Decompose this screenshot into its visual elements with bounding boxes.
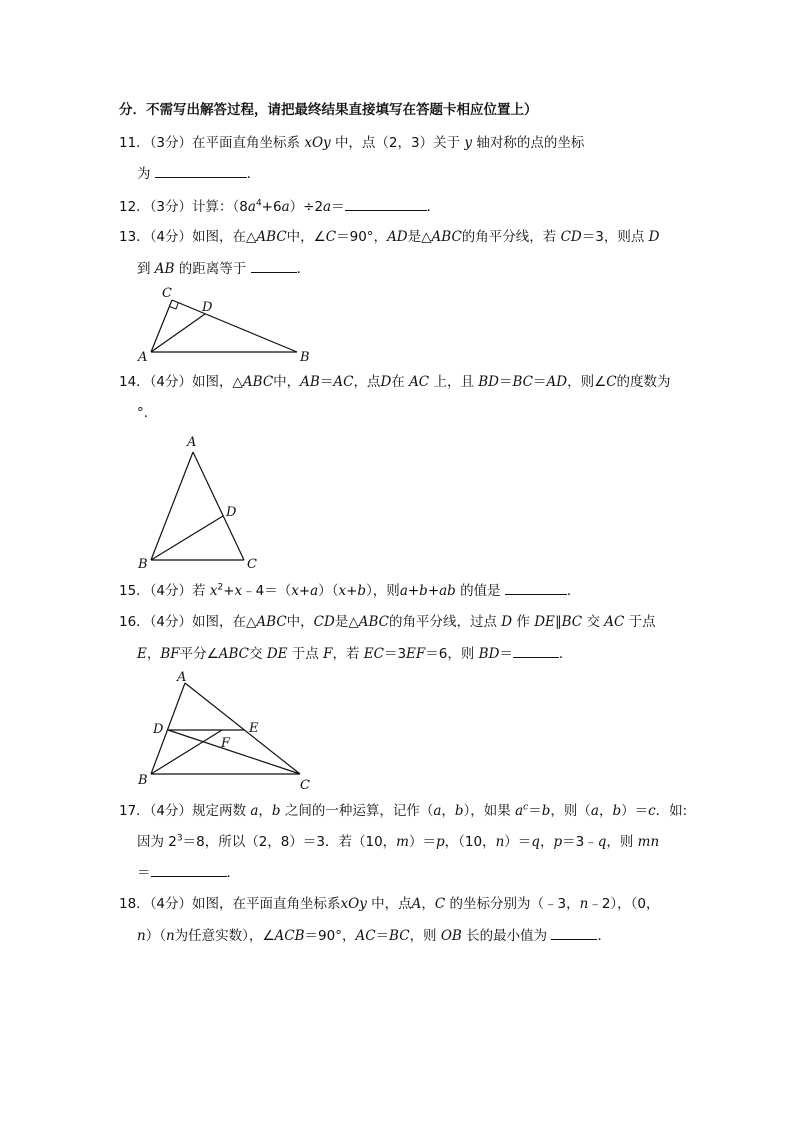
question-text: ．	[226, 865, 240, 881]
math-var: a	[515, 803, 524, 819]
segment-AC	[185, 683, 300, 774]
question-text: 计算：（8	[192, 199, 248, 215]
question-score: （4分）	[149, 614, 193, 630]
segment-DC	[168, 730, 300, 774]
math-var: ABC	[256, 229, 287, 245]
question-text: ，	[441, 803, 455, 819]
label-D: D	[226, 505, 237, 520]
question-text: ＝3，则点	[581, 229, 645, 245]
question-text: ，	[146, 646, 161, 662]
question-text: 如图，在△	[192, 229, 257, 245]
question-text: ，则（	[550, 803, 591, 819]
exponent: 3	[176, 833, 183, 844]
math-var: D	[501, 614, 513, 630]
math-var: x	[291, 583, 299, 599]
question-text: 于点	[291, 646, 319, 662]
math-var: D	[380, 374, 392, 390]
question-text: 如图，△	[192, 374, 243, 390]
math-var: b	[541, 803, 551, 819]
math-var: AC	[604, 614, 625, 630]
question-text: ＝90°，	[336, 229, 388, 245]
math-var: a	[250, 803, 259, 819]
question-text: 如图，在平面直角坐标系	[192, 896, 341, 912]
math-var: C	[606, 374, 617, 390]
math-var: b	[454, 803, 464, 819]
question-text: 是△	[334, 614, 359, 630]
label-A: A	[187, 435, 197, 450]
math-var: ABC	[431, 229, 462, 245]
question-text: ，则	[409, 928, 437, 944]
math-var: a	[247, 199, 256, 215]
answer-blank[interactable]	[551, 927, 597, 940]
math-var: F	[323, 646, 333, 662]
question-score: （4分）	[149, 896, 193, 912]
question-18-line2	[137, 927, 611, 945]
question-text: 中，点（2，3）关于	[334, 135, 461, 151]
question-text: ．	[558, 646, 573, 662]
question-text: 中，	[286, 614, 314, 630]
question-text: 如图，在△	[192, 614, 257, 630]
question-number: 15．	[119, 583, 150, 599]
question-text: ＝	[137, 865, 151, 881]
math-var: a	[433, 803, 442, 819]
math-var: ABC	[358, 614, 389, 630]
question-text: ，则	[606, 834, 634, 850]
question-text: 规定两数	[192, 803, 247, 819]
math-var: xOy	[340, 896, 367, 912]
label-B: B	[138, 557, 148, 572]
question-text: 作	[516, 614, 530, 630]
question-text: ．	[246, 166, 261, 182]
label-B: B	[300, 350, 310, 365]
question-text: 中，	[273, 374, 301, 390]
math-var: BD	[478, 646, 500, 662]
question-text: ）＝	[621, 803, 649, 819]
question-text: ），如果	[463, 803, 511, 819]
question-text: ＝	[499, 646, 513, 662]
question-text: ．	[296, 261, 311, 277]
label-F: F	[221, 736, 231, 751]
question-text: ＝	[533, 374, 547, 390]
question-text: 的角平分线，过点	[388, 614, 497, 630]
question-17-line2	[137, 833, 659, 851]
question-text: ，若	[332, 646, 360, 662]
question-text: 的坐标分别为（﹣3，	[449, 896, 580, 912]
question-text: ＝	[499, 374, 513, 390]
question-text: 在平面直角坐标系	[192, 135, 301, 151]
question-text: 上，且	[433, 374, 474, 390]
math-var: n	[495, 834, 505, 850]
question-text: 在	[391, 374, 405, 390]
math-var: AC	[333, 374, 354, 390]
math-var: p	[435, 834, 445, 850]
question-number: 11．	[119, 135, 150, 151]
question-text: ）＝	[504, 834, 532, 850]
question-text: ，点	[353, 374, 381, 390]
math-var: x	[234, 583, 243, 599]
label-D: D	[202, 300, 213, 315]
question-number: 12．	[119, 199, 150, 215]
math-var: AB	[154, 261, 175, 277]
question-text: ＝3	[383, 646, 407, 662]
math-var: BC	[561, 614, 583, 630]
math-var: CD	[313, 614, 335, 630]
math-expression: a+b+ab	[399, 583, 456, 599]
math-var: n	[165, 928, 175, 944]
question-text: ．	[566, 583, 581, 599]
question-text: 长的最小值为	[466, 928, 548, 944]
math-var: AD	[546, 374, 568, 390]
question-text: 平分∠	[179, 646, 219, 662]
question-score: （3分）	[149, 135, 193, 151]
question-text: 的度数为	[616, 374, 671, 390]
label-A: A	[138, 350, 148, 365]
question-text: ，	[258, 803, 272, 819]
answer-blank[interactable]	[151, 864, 227, 877]
label-E: E	[249, 721, 259, 736]
question-text: ＝6，则	[425, 646, 475, 662]
label-C: C	[162, 286, 172, 301]
question-text: ）（	[145, 928, 166, 944]
math-var: CD	[560, 229, 582, 245]
question-text: ﹣2），（0，	[588, 896, 660, 912]
question-text: ＝3﹣	[562, 834, 598, 850]
question-text: ＝	[319, 374, 334, 390]
exponent: c	[523, 802, 529, 813]
question-text: 若	[192, 583, 206, 599]
question-text: ，	[421, 896, 435, 912]
math-var: ABC	[242, 374, 274, 390]
question-text: ，（10，	[444, 834, 496, 850]
question-text: 轴对称的点的坐标	[476, 135, 585, 151]
math-var: C	[325, 229, 337, 245]
math-var: BC	[512, 374, 534, 390]
math-var: BC	[389, 928, 410, 944]
math-var: DE	[534, 614, 555, 630]
question-text: ＝90°，	[304, 928, 356, 944]
question-text: °．	[137, 405, 158, 421]
question-18	[119, 895, 660, 913]
question-text: 交	[586, 614, 600, 630]
math-var: BF	[160, 646, 180, 662]
question-text: 中，点	[371, 896, 412, 912]
math-var: b	[612, 803, 622, 819]
question-text: ＝8，所以（2，8）＝3．若（10，	[182, 834, 397, 850]
math-var: AD	[387, 229, 408, 245]
question-text: ，	[598, 803, 613, 819]
question-text: ）÷2	[289, 199, 324, 215]
question-17-line3	[137, 864, 240, 882]
question-text: 于点	[628, 614, 656, 630]
math-var: BD	[478, 374, 499, 390]
question-17	[119, 802, 687, 820]
math-var: n	[579, 896, 589, 912]
math-var: ACB	[274, 928, 305, 944]
math-var: AB	[300, 374, 320, 390]
question-number: 13．	[119, 229, 150, 245]
math-var: q	[531, 834, 540, 850]
question-text: ．	[426, 199, 441, 215]
question-text: 中，∠	[286, 229, 326, 245]
question-text: +	[298, 583, 311, 599]
exponent: 4	[255, 198, 262, 209]
question-score: （4分）	[149, 229, 193, 245]
math-var: b	[271, 803, 281, 819]
label-D: D	[153, 722, 164, 737]
math-var: c	[648, 803, 656, 819]
question-text: ∥	[554, 614, 562, 630]
math-var: EC	[363, 646, 384, 662]
question-text: ）＝	[408, 834, 436, 850]
question-text: ．	[597, 928, 611, 944]
math-var: E	[137, 646, 147, 662]
question-number: 18．	[119, 896, 150, 912]
question-text: 的值是	[460, 583, 501, 599]
question-score: （4分）	[149, 803, 193, 819]
question-text: 之间的一种运算，记作（	[284, 803, 434, 819]
question-number: 16．	[119, 614, 150, 630]
math-var: A	[411, 896, 422, 912]
question-text: 为	[137, 166, 151, 182]
question-text: ＝	[375, 928, 390, 944]
question-text: ＝	[331, 199, 345, 215]
label-C: C	[300, 778, 310, 793]
math-var: OB	[440, 928, 462, 944]
question-text: 是△	[407, 229, 432, 245]
question-score: （4分）	[149, 374, 193, 390]
question-text: 的角平分线，若	[461, 229, 557, 245]
question-text: ）（	[318, 583, 339, 599]
exponent: 2	[217, 582, 224, 593]
math-var: AC	[355, 928, 376, 944]
question-text: ），则	[366, 583, 400, 599]
question-text: ，则∠	[567, 374, 607, 390]
question-text: 因为 2	[137, 834, 177, 850]
question-text: ﹣4＝（	[242, 583, 292, 599]
math-var: EF	[406, 646, 426, 662]
question-text: 的距离等于	[178, 261, 247, 277]
math-var: p	[553, 834, 563, 850]
question-text: +	[346, 583, 358, 599]
label-C: C	[247, 557, 257, 572]
math-var: mn	[637, 834, 660, 850]
math-var: a	[590, 803, 599, 819]
math-var: xOy	[304, 135, 331, 151]
math-var: b	[357, 583, 367, 599]
label-A: A	[177, 670, 187, 685]
question-text: 为任意实数），∠	[174, 928, 275, 944]
math-var: y	[464, 135, 473, 151]
math-var: a	[310, 583, 319, 599]
question-text: +	[223, 583, 235, 599]
label-B: B	[138, 773, 148, 788]
math-var: ABC	[256, 614, 287, 630]
math-var: a	[281, 199, 290, 215]
math-var: x	[338, 583, 347, 599]
math-var: a	[323, 199, 332, 215]
math-var: x	[209, 583, 218, 599]
section-instruction: 分．不需写出解答过程，请把最终结果直接填写在答题卡相应位置上）	[119, 102, 538, 118]
math-var: n	[137, 928, 146, 944]
math-var: DE	[266, 646, 288, 662]
math-var: AC	[409, 374, 430, 390]
math-var: q	[597, 834, 607, 850]
math-var: C	[434, 896, 446, 912]
question-text: 到	[137, 261, 151, 277]
question-text: +6	[261, 199, 282, 215]
question-text: ＝	[528, 803, 542, 819]
question-number: 14．	[119, 374, 150, 390]
math-var: m	[396, 834, 409, 850]
math-var: D	[648, 229, 660, 245]
question-text: 交	[249, 646, 263, 662]
question-text: ，	[539, 834, 554, 850]
question-score: （3分）	[149, 199, 193, 215]
question-score: （4分）	[149, 583, 193, 599]
question-number: 17．	[119, 803, 150, 819]
math-var: ABC	[218, 646, 250, 662]
question-text: ．如:	[655, 803, 688, 819]
